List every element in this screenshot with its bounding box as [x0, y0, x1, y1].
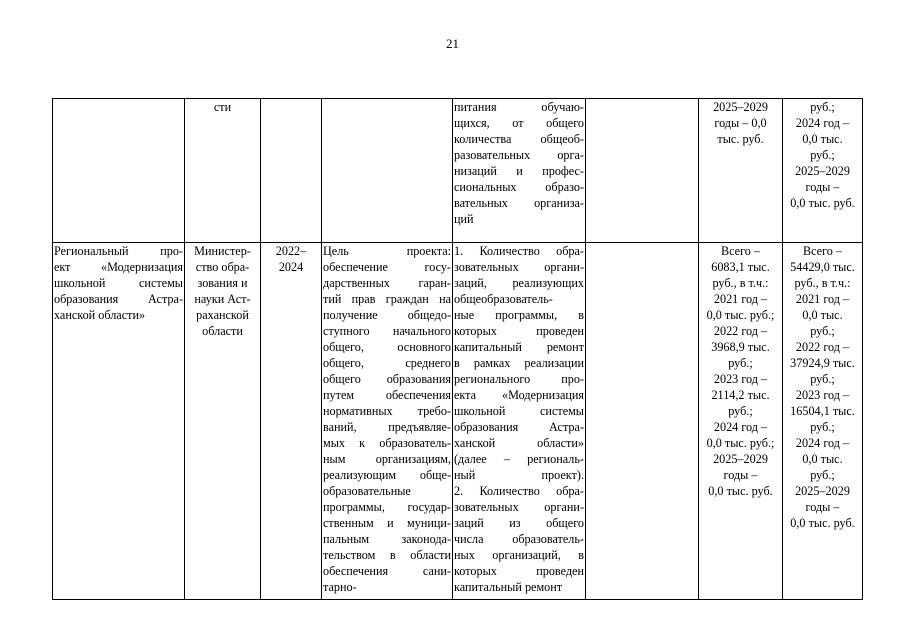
cell-line: зования и — [197, 276, 248, 290]
cell-line: 2025–2029 — [795, 484, 850, 498]
cell-funding-b — [783, 243, 863, 600]
cell-line: руб.; — [810, 100, 835, 114]
cell-line: образования Астра- — [454, 420, 584, 434]
cell-line: в рамках реализации — [454, 356, 584, 370]
cell-line: пальным законода- — [323, 532, 451, 546]
cell-indicators — [453, 243, 586, 600]
cell-line: вательных организа- — [454, 196, 584, 210]
cell-line: которых проведен — [454, 324, 584, 338]
cell-line: 2025–2029 — [795, 164, 850, 178]
cell-line: руб.; — [810, 420, 835, 434]
cell-line: тарно- — [323, 580, 357, 594]
cell-line: Всего – — [802, 244, 843, 258]
cell-line: программы, государ- — [323, 500, 451, 514]
cell-line: зовательных органи- — [454, 500, 584, 514]
cell-line: 2025–2029 — [713, 452, 768, 466]
cell-line: 2022 год – — [795, 340, 850, 354]
cell-line: руб., в т.ч.: — [794, 276, 851, 290]
cell-line: 0,0 тыс. руб. — [790, 516, 855, 530]
cell-line: 2024 год – — [795, 436, 850, 450]
cell-line: руб.; — [728, 356, 753, 370]
cell-line: руб.; — [810, 148, 835, 162]
cell-empty — [586, 99, 699, 243]
cell-line: которых проведен — [454, 564, 584, 578]
cell-line: 2024 — [278, 260, 304, 274]
cell-executor — [185, 243, 261, 600]
cell-line: количества общеоб- — [454, 132, 584, 146]
cell-line: 37924,9 тыс. — [790, 356, 855, 370]
cell-line: заций из общего — [454, 516, 584, 530]
cell-line: 3968,9 тыс. — [711, 340, 770, 354]
cell-line: 2024 год – — [713, 420, 768, 434]
cell-funding-a — [699, 243, 783, 600]
cell-line: ект «Модернизация — [54, 260, 183, 274]
cell-line: 0,0 тыс. руб.; — [706, 308, 775, 322]
cell-line: ханской области» — [54, 308, 146, 322]
cell-line: сти — [213, 100, 232, 114]
cell-line: годы – — [723, 468, 758, 482]
cell-line: Региональный про- — [54, 244, 183, 258]
cell-line: 2023 год – — [795, 388, 850, 402]
cell-period — [261, 243, 322, 600]
cell-line: ций — [454, 212, 474, 226]
cell-line: общего, основного — [323, 340, 451, 354]
cell-line: сиональных образо- — [454, 180, 584, 194]
cell-line: Министер- — [194, 244, 251, 258]
cell-line: 2. Количество обра- — [454, 484, 584, 498]
cell-line: дарственных гаран- — [323, 276, 451, 290]
cell-line: ных организаций, в — [454, 548, 584, 562]
page-number: 21 — [446, 36, 459, 51]
cell-line: годы – — [805, 180, 840, 194]
program-table — [52, 98, 863, 600]
cell-name — [53, 99, 185, 243]
cell-period — [261, 99, 322, 243]
cell-line: тий прав граждан на — [323, 292, 451, 306]
cell-line: общеобразователь- — [454, 292, 553, 306]
cell-line: числа образователь- — [454, 532, 584, 546]
cell-empty — [586, 243, 699, 600]
cell-line: низаций и профес- — [454, 164, 584, 178]
cell-line: тыс. руб. — [717, 132, 764, 146]
cell-line: капитальный ремонт — [454, 340, 584, 354]
cell-line: 2021 год – — [795, 292, 850, 306]
cell-funding-b — [783, 99, 863, 243]
cell-line: 2022– — [275, 244, 307, 258]
cell-line: 2024 год – — [795, 116, 850, 130]
cell-goal — [322, 243, 453, 600]
cell-line: 0,0 тыс. руб. — [790, 196, 855, 210]
cell-line: 16504,1 тыс. — [790, 404, 855, 418]
cell-line: 0,0 тыс. — [802, 452, 843, 466]
cell-line: общего, среднего — [323, 356, 451, 370]
cell-line: нормативных требо- — [323, 404, 451, 418]
cell-line: руб.; — [810, 468, 835, 482]
cell-line: заций, реализующих — [454, 276, 584, 290]
cell-line: тельством в области — [323, 548, 451, 562]
cell-line: мых к образователь- — [323, 436, 451, 450]
cell-line: раханской — [196, 308, 249, 322]
cell-line: зовательных органи- — [454, 260, 584, 274]
cell-line: капитальный ремонт — [454, 580, 563, 594]
cell-line: ные программы, в — [454, 308, 584, 322]
cell-line: 0,0 тыс. — [802, 308, 843, 322]
cell-line: екта «Модернизация — [454, 388, 584, 402]
cell-line: ство обра- — [195, 260, 250, 274]
cell-line: общего образования — [323, 372, 451, 386]
cell-line: 2022 год – — [713, 324, 768, 338]
cell-line: реализующим обще- — [323, 468, 451, 482]
cell-line: образовательные — [323, 484, 411, 498]
cell-line: Цель проекта: — [323, 244, 451, 258]
cell-line: 6083,1 тыс. — [711, 260, 770, 274]
cell-line: школьной системы — [54, 276, 183, 290]
cell-line: 2023 год – — [713, 372, 768, 386]
cell-line: ный проект). — [454, 468, 584, 482]
cell-line: годы – — [805, 500, 840, 514]
cell-line: получение общедо- — [323, 308, 451, 322]
cell-line: ханской области» — [454, 436, 584, 450]
cell-line: ным организациям, — [323, 452, 451, 466]
cell-line: Всего – — [720, 244, 761, 258]
cell-line: руб.; — [810, 372, 835, 386]
cell-line: путем обеспечения — [323, 388, 451, 402]
cell-goal — [322, 99, 453, 243]
cell-line: образования Астра- — [54, 292, 183, 306]
cell-line: разовательных орга- — [454, 148, 584, 162]
table-row — [53, 243, 863, 600]
cell-line: 2021 год – — [713, 292, 768, 306]
cell-line: 0,0 тыс. руб. — [708, 484, 773, 498]
table-row — [53, 99, 863, 243]
cell-indicators — [453, 99, 586, 243]
cell-line: руб.; — [728, 404, 753, 418]
cell-line: 0,0 тыс. — [802, 132, 843, 146]
cell-line: 2025–2029 — [713, 100, 768, 114]
cell-line: 0,0 тыс. руб.; — [706, 436, 775, 450]
cell-line: науки Аст- — [194, 292, 251, 306]
cell-line: ваний, предъявляе- — [323, 420, 451, 434]
cell-name — [53, 243, 185, 600]
cell-executor — [185, 99, 261, 243]
cell-line: 2114,2 тыс. — [711, 388, 770, 402]
cell-line: руб., в т.ч.: — [712, 276, 769, 290]
cell-line: ступного начального — [323, 324, 451, 338]
cell-line: годы – 0,0 — [714, 116, 767, 130]
cell-line: обеспечения сани- — [323, 564, 451, 578]
cell-line: школьной системы — [454, 404, 584, 418]
cell-line: 1. Количество обра- — [454, 244, 584, 258]
cell-line: (далее – региональ- — [454, 452, 584, 466]
cell-line: регионального про- — [454, 372, 584, 386]
cell-funding-a — [699, 99, 783, 243]
cell-line: щихся, от общего — [454, 116, 584, 130]
cell-line: области — [202, 324, 243, 338]
cell-line: руб.; — [810, 324, 835, 338]
cell-line: обеспечение госу- — [323, 260, 451, 274]
cell-line: ственным и муници- — [323, 516, 451, 530]
cell-line: питания обучаю- — [454, 100, 584, 114]
cell-line: 54429,0 тыс. — [790, 260, 855, 274]
